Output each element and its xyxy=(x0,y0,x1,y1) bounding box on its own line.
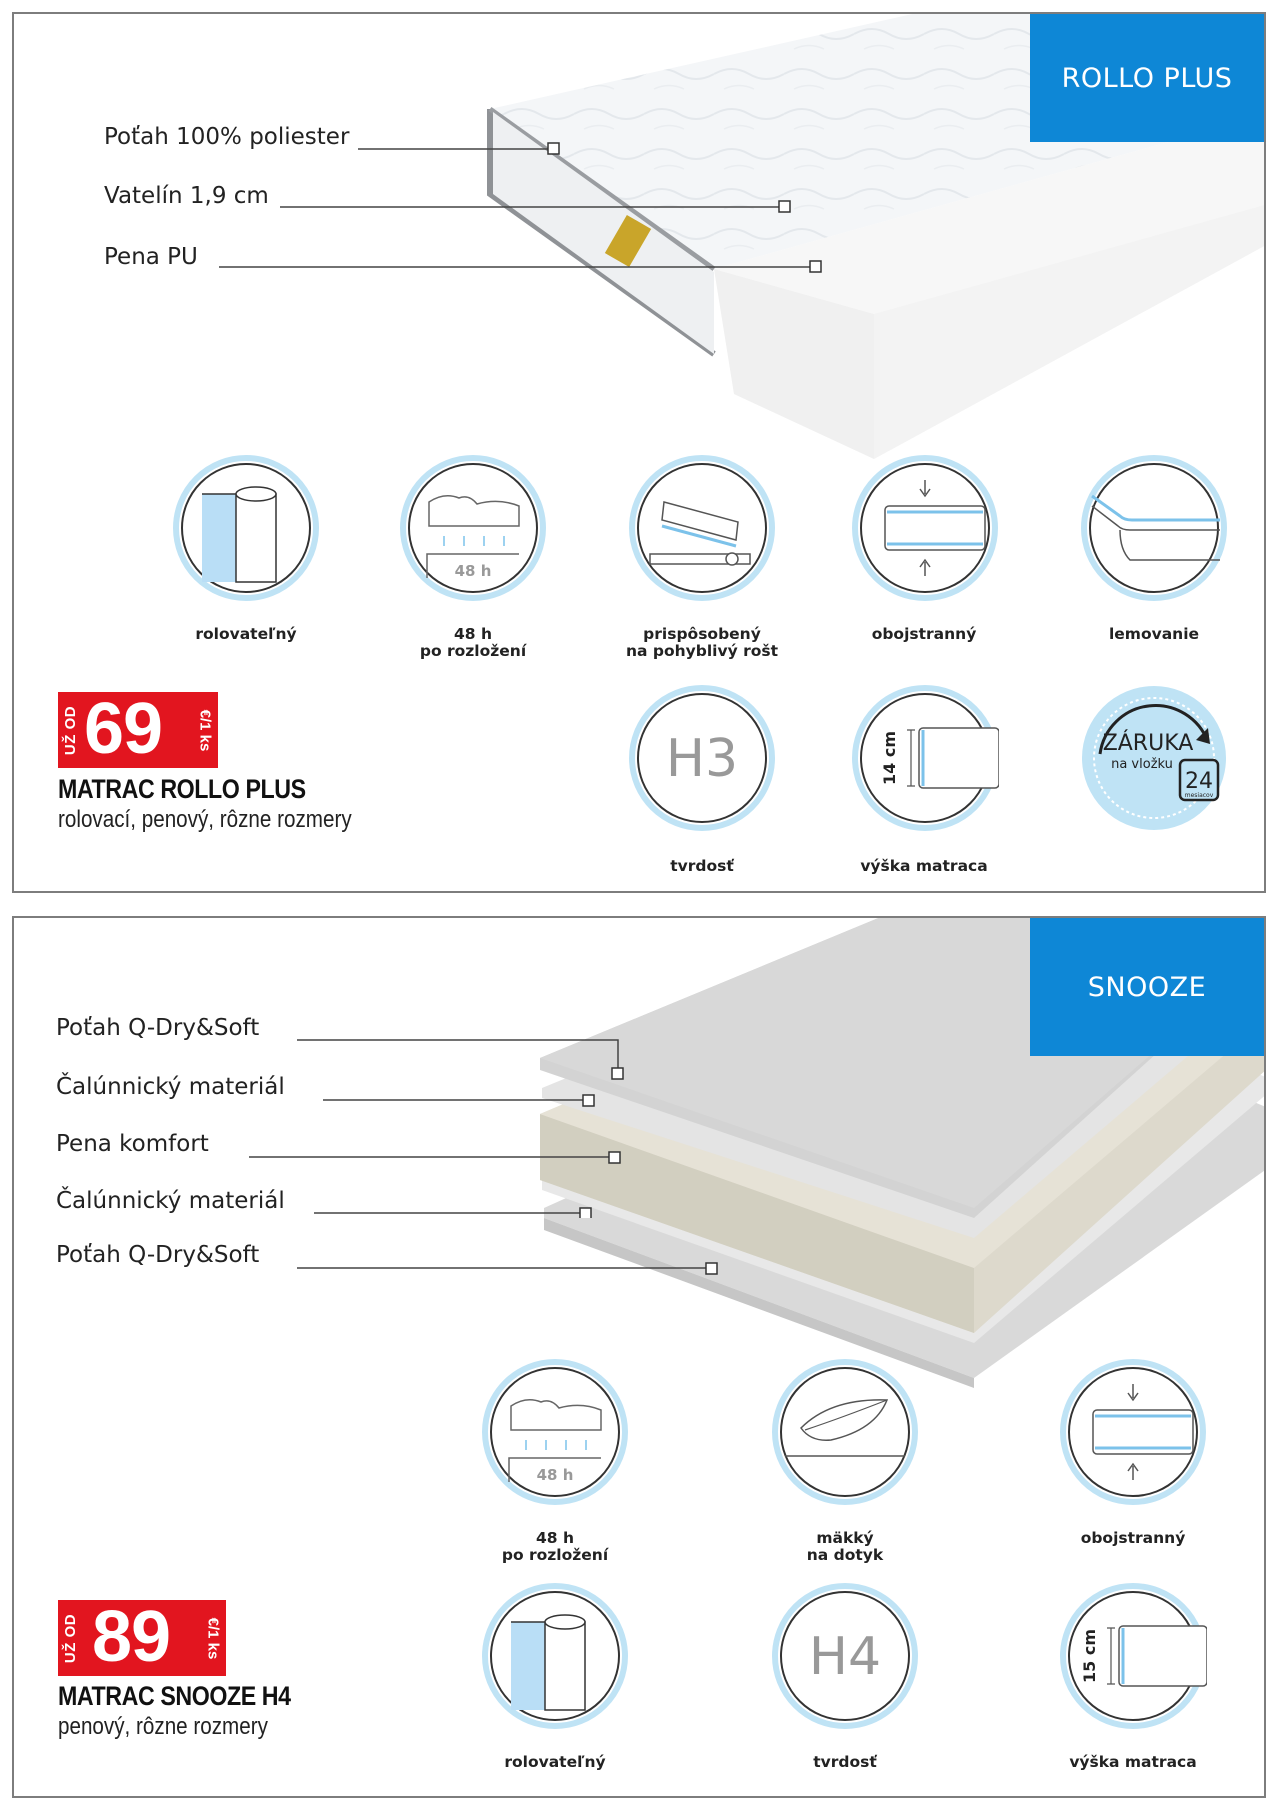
price-badge xyxy=(58,1597,226,1677)
warranty-months-label: mesiacov xyxy=(1184,792,1214,799)
callout-marker xyxy=(548,143,559,154)
double-sided-icon xyxy=(851,454,999,602)
height-value: 14 cm xyxy=(880,731,899,785)
rollable-icon xyxy=(481,1582,629,1730)
rollo-plus-panel xyxy=(12,12,1266,893)
caption-recovery xyxy=(445,1530,665,1564)
product-name: MATRAC ROLLO PLUS xyxy=(58,774,306,804)
product-description: penový, rôzne rozmery xyxy=(58,1713,268,1740)
caption-adaptive-line2: na pohyblivý rošt xyxy=(625,642,779,660)
caption-hardness: tvrdosť xyxy=(670,857,734,875)
price-unit: €/1 ks xyxy=(204,1617,222,1659)
warranty-months: 24 xyxy=(1185,769,1213,794)
caption-recovery-line1: 48 h xyxy=(453,625,492,643)
caption-rollable: rolovateľný xyxy=(504,1753,606,1771)
caption-adaptive-line1: prispôsobený xyxy=(643,625,761,643)
product-tag: SNOOZE xyxy=(1030,918,1264,1056)
recovery-icon-label: 48 h xyxy=(536,1466,574,1484)
edging-icon xyxy=(1080,454,1228,602)
caption-double-sided: obojstranný xyxy=(1080,1529,1186,1547)
caption-recovery xyxy=(363,626,583,660)
callout-cover: Poťah 100% poliester xyxy=(104,124,350,150)
price-unit: €/1 ks xyxy=(196,709,214,751)
price-value: 89 xyxy=(92,1597,171,1677)
adjustable-frame-icon xyxy=(628,454,776,602)
callout-marker xyxy=(779,201,790,212)
height-icon xyxy=(1059,1582,1207,1730)
double-sided-icon xyxy=(1059,1358,1207,1506)
caption-height: výška matraca xyxy=(1069,1753,1197,1771)
callout-bottom-cover: Poťah Q-Dry&Soft xyxy=(56,1242,260,1268)
rollable-icon xyxy=(172,454,320,602)
hardness-icon xyxy=(628,684,776,832)
caption-soft xyxy=(735,1530,955,1564)
caption-recovery-line1: 48 h xyxy=(535,1529,574,1547)
product-name: MATRAC SNOOZE H4 xyxy=(58,1681,291,1711)
price-prefix: UŽ OD xyxy=(62,705,80,755)
caption-recovery-line2: po rozložení xyxy=(419,642,527,660)
callout-comfort-foam: Pena komfort xyxy=(56,1131,209,1157)
callout-marker xyxy=(810,261,821,272)
recovery-48h-icon xyxy=(399,454,547,602)
hardness-value: H3 xyxy=(665,729,739,789)
height-value: 15 cm xyxy=(1080,1629,1099,1683)
price-value: 69 xyxy=(84,689,163,769)
hardness-value: H4 xyxy=(808,1627,882,1687)
height-icon xyxy=(851,684,999,832)
caption-height: výška matraca xyxy=(860,857,988,875)
callout-marker xyxy=(706,1263,717,1274)
caption-soft-line1: mäkký xyxy=(816,1529,874,1547)
snooze-panel xyxy=(12,916,1266,1798)
callout-top-upholstery: Čalúnnický materiál xyxy=(56,1074,285,1100)
caption-hardness: tvrdosť xyxy=(813,1753,877,1771)
warranty-title: ZÁRUKA xyxy=(1102,731,1194,756)
price-badge xyxy=(58,689,218,769)
caption-rollable: rolovateľný xyxy=(195,625,297,643)
product-tag: ROLLO PLUS xyxy=(1030,14,1264,142)
caption-adaptive xyxy=(592,626,812,660)
product-description: rolovací, penový, rôzne rozmery xyxy=(58,806,352,833)
caption-recovery-line2: po rozložení xyxy=(501,1546,609,1564)
caption-soft-line2: na dotyk xyxy=(806,1546,884,1564)
callout-bottom-upholstery: Čalúnnický materiál xyxy=(56,1188,285,1214)
callout-top-cover: Poťah Q-Dry&Soft xyxy=(56,1015,260,1041)
warranty-badge-icon xyxy=(1080,684,1228,832)
callout-batting: Vatelín 1,9 cm xyxy=(104,183,269,209)
warranty-subtitle: na vložku xyxy=(1111,757,1173,772)
caption-edging: lemovanie xyxy=(1108,625,1200,643)
price-prefix: UŽ OD xyxy=(62,1613,80,1663)
soft-feather-icon xyxy=(771,1358,919,1506)
caption-double-sided: obojstranný xyxy=(871,625,977,643)
recovery-48h-icon xyxy=(481,1358,629,1506)
hardness-icon xyxy=(771,1582,919,1730)
callout-foam: Pena PU xyxy=(104,244,198,270)
recovery-icon-label: 48 h xyxy=(454,562,492,580)
